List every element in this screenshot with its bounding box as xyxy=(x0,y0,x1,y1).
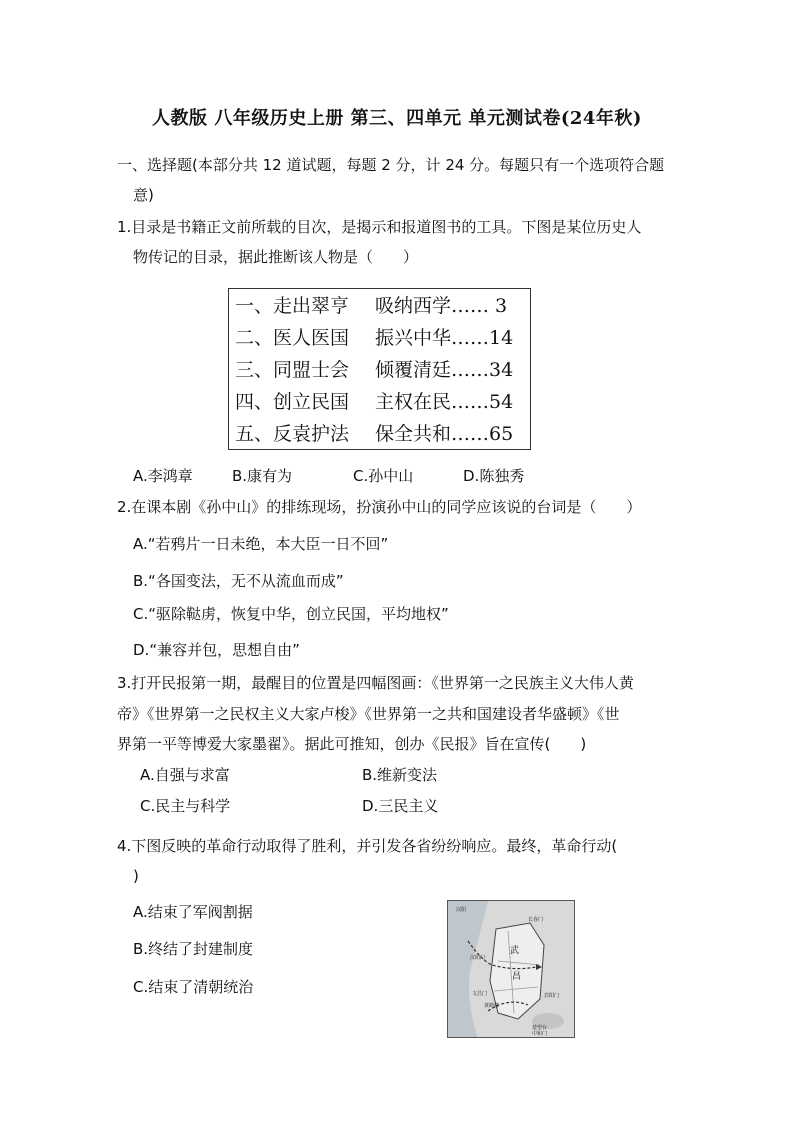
map-label: 文昌门 xyxy=(472,991,488,997)
q1-table-of-contents xyxy=(228,288,531,450)
toc-subtitle: 倾覆清廷……34 xyxy=(375,359,514,381)
q4-option-c[interactable]: C.结束了清朝统治 xyxy=(133,978,254,996)
section-heading-line2: 意) xyxy=(133,186,154,204)
toc-subtitle: 主权在民……54 xyxy=(375,391,514,413)
q1-option-c[interactable]: C.孙中山 xyxy=(353,467,414,485)
q3-stem-line1: 3.打开民报第一期，最醒目的位置是四幅图画：《世界第一之民族主义大伟人黄 xyxy=(117,674,634,692)
q4-stem-line1: 4.下图反映的革命行动取得了胜利，并引发各省纷纷响应。最终，革命行动( xyxy=(117,837,618,855)
map-label: 武 xyxy=(510,946,520,956)
wuchang-uprising-map xyxy=(447,900,575,1038)
toc-subtitle: 振兴中华……14 xyxy=(375,327,514,349)
q1-option-b[interactable]: B.康有为 xyxy=(232,467,293,485)
river-shape xyxy=(448,901,488,1038)
q2-option-c[interactable]: C.“驱除鞑虏，恢复中华，创立民国，平均地权” xyxy=(133,605,449,623)
q2-stem: 2.在课本剧《孙中山》的排练现场，扮演孙中山的同学应该说的台词是（ ） xyxy=(117,498,642,516)
map-label: 昌 xyxy=(512,972,522,982)
toc-chapter: 四、创立民国 xyxy=(235,391,350,413)
toc-subtitle: 保全共和……65 xyxy=(375,423,514,445)
q3-option-c[interactable]: C.民主与科学 xyxy=(140,797,231,815)
map-label: 长春门 xyxy=(528,917,544,923)
map-label: 汉阳 xyxy=(456,907,467,913)
map-label: 汉阳门 xyxy=(470,955,486,961)
page-title: 人教版 八年级历史上册 第三、四单元 单元测试卷(24年秋) xyxy=(152,108,642,129)
q4-option-b[interactable]: B.终结了封建制度 xyxy=(133,940,254,958)
q4-stem-line2: ) xyxy=(133,867,139,885)
q2-option-a[interactable]: A.“若鸦片一日未绝，本大臣一日不回” xyxy=(133,535,389,553)
map-graphic xyxy=(448,901,575,1038)
q1-stem-line2: 物传记的目录，据此推断该人物是（ ） xyxy=(133,248,419,266)
map-label: 宾阳门 xyxy=(544,993,560,999)
map-label: 中和门 xyxy=(532,1031,548,1037)
q3-option-a[interactable]: A.自强与求富 xyxy=(140,766,230,784)
q3-stem-line2: 帝》《世界第一之民权主义大家卢梭》《世界第一之共和国建设者华盛顿》《世 xyxy=(117,705,620,723)
toc-subtitle: 吸纳西学…… 3 xyxy=(375,295,508,317)
q2-option-b[interactable]: B.“各国变法，无不从流血而成” xyxy=(133,572,344,590)
toc-chapter: 一、走出翠亨 xyxy=(235,295,350,317)
q3-option-b[interactable]: B.维新变法 xyxy=(362,766,438,784)
map-label: 黄鹤楼 xyxy=(484,1003,500,1009)
section-heading-line1: 一、选择题(本部分共 12 道试题，每题 2 分，计 24 分。每题只有一个选项符合题 xyxy=(117,156,665,174)
q3-stem-line3: 界第一平等博爱大家墨翟》。据此可推知，创办《民报》旨在宣传( ) xyxy=(117,735,587,753)
q2-option-d[interactable]: D.“兼容并包，思想自由” xyxy=(133,641,300,659)
toc-chapter: 二、医人医国 xyxy=(235,327,350,349)
q1-option-a[interactable]: A.李鸿章 xyxy=(133,467,193,485)
toc-chapter: 五、反袁护法 xyxy=(235,423,350,445)
q1-stem-line1: 1.目录是书籍正文前所载的目次，是揭示和报道图书的工具。下图是某位历史人 xyxy=(117,218,642,236)
toc-chapter: 三、同盟士会 xyxy=(235,359,350,381)
map-label: 楚望台 xyxy=(532,1025,548,1031)
q3-option-d[interactable]: D.三民主义 xyxy=(362,797,439,815)
q1-option-d[interactable]: D.陈独秀 xyxy=(463,467,525,485)
q4-option-a[interactable]: A.结束了军阀割据 xyxy=(133,903,253,921)
